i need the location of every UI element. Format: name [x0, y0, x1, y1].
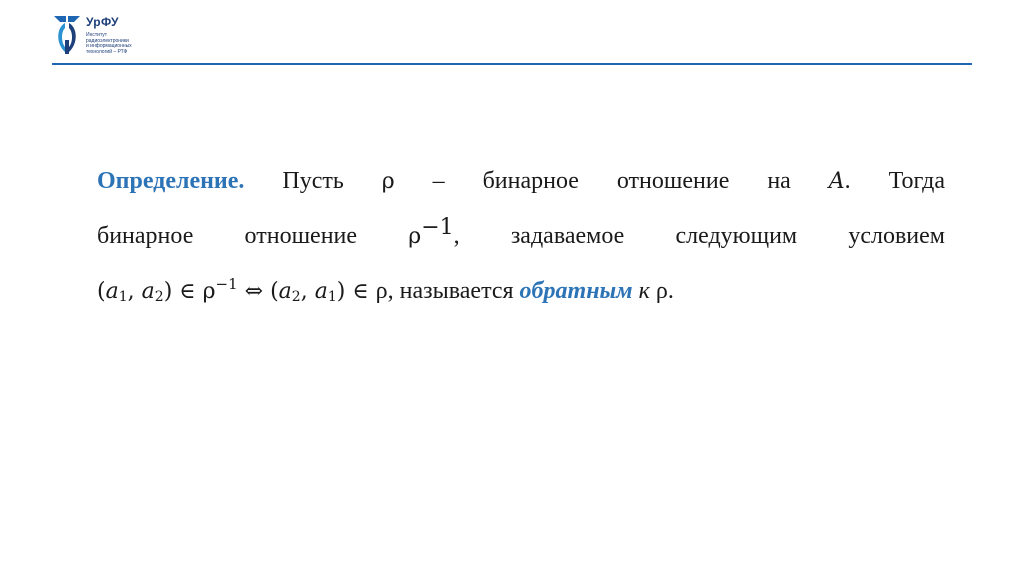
header-divider — [52, 63, 972, 65]
brand-name: УрФУ — [86, 15, 119, 29]
definition-block — [97, 168, 945, 333]
condition-formula: ($a_1$, $a_2$) ∈ $\rho^{-1}$ ⇔ ($a_2$, $a_1$) ∈ — [97, 275, 369, 305]
defined-term: обратным — [519, 278, 633, 304]
definition-term: Определение. — [97, 168, 245, 194]
institute-name: Институт радиоэлектроники и информационных технологий – РТФ — [86, 32, 132, 55]
definition-line-2: бинарное отношение $\rho^{-1}$, задаваемое следующим условием — [97, 215, 945, 249]
definition-line-3: ($a_1$, $a_2$) ∈ $\rho^{-1}$ ⇔ ($a_2$, $a_1$) ∈ ρ, называется обратным к ρ. — [97, 275, 674, 305]
urfu-logo-icon — [52, 14, 82, 56]
definition-line-1: Определение. Пусть ρ – бинарное отношение на A. Тогда — [97, 168, 945, 194]
slide-header — [0, 0, 1024, 70]
